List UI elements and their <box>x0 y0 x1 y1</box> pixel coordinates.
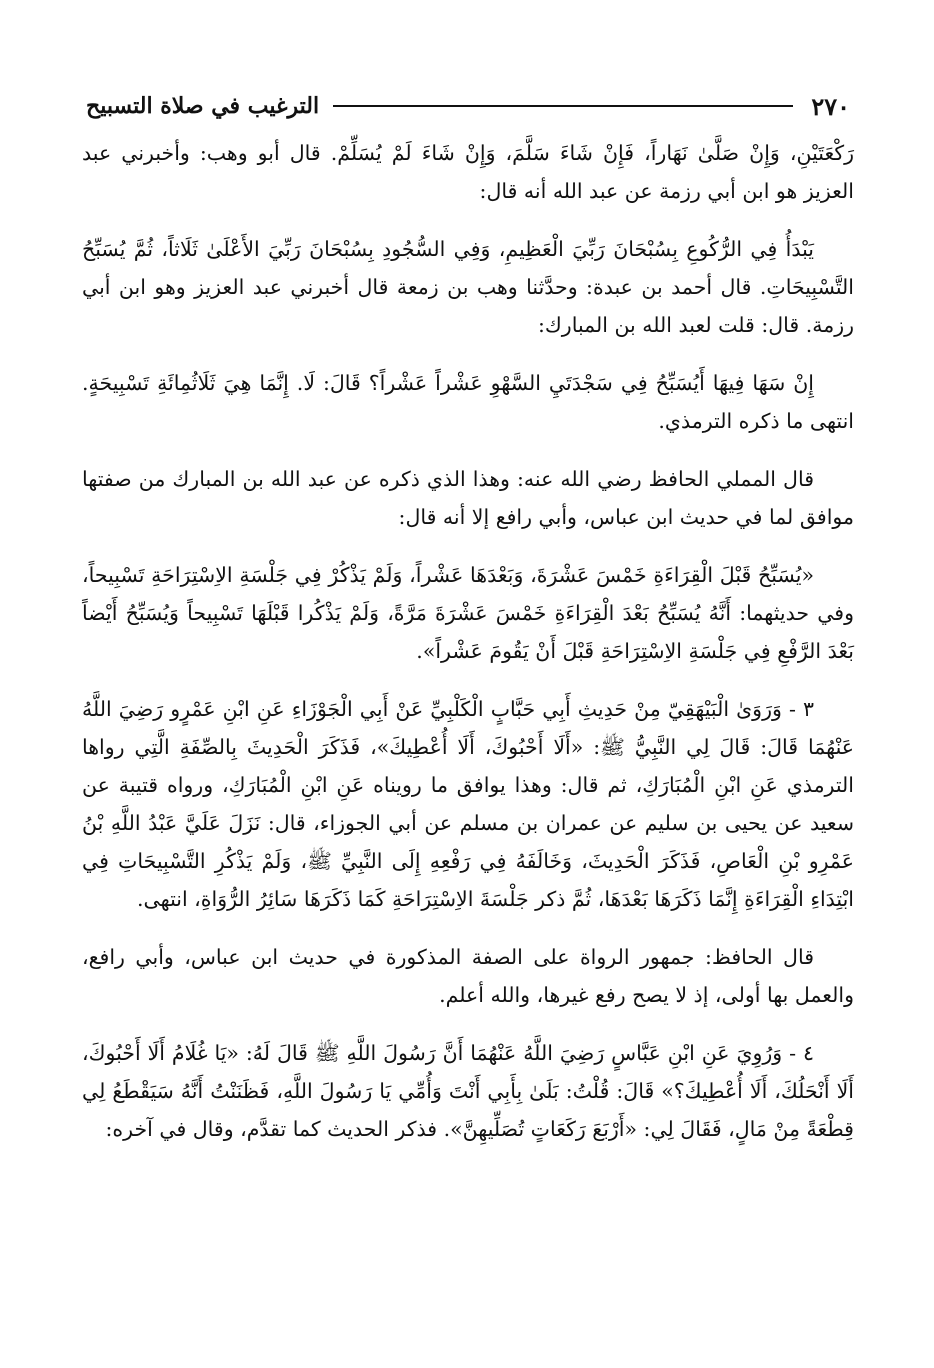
paragraph-7: قال الحافظ: جمهور الرواة على الصفة المذكورة في حديث ابن عباس، وأبي رافع، والعمل بها أولى، إذ لا يصح رفع غيرها، والله أعلم. <box>82 945 854 1007</box>
paragraph-2: يَبْدَأُ فِي الرُّكُوعِ بِسُبْحَانَ رَبِّيَ الْعَظِيمِ، وَفِي السُّجُودِ بِسُبْحَانَ رَبِّيَ الأَعْلَىٰ ثَلَاثاً، ثُمَّ يُسَبِّحُ التَّسْبِيحَاتِ. قال أحمد بن عبدة: وحدَّثنا وهب بن زمعة قال أخبرني عبد العزيز وهو ابن أبي رزمة. قال: قلت لعبد الله بن المبارك: <box>82 237 854 337</box>
page-header <box>86 86 850 126</box>
paragraph-8: ٤ - وَرُوِيَ عَنِ ابْنِ عَبَّاسٍ رَضِيَ اللَّهُ عَنْهُمَا أَنَّ رَسُولَ اللَّهِ ﷺ قَالَ لَهُ: «يَا غُلَامُ أَلَا أَحْبُوكَ، أَلَا أَنْحَلُكَ، أَلَا أُعْطِيكَ؟» قَالَ: قُلْتُ: بَلَىٰ بِأَبِي أَنْتَ وَأُمِّي يَا رَسُولَ اللَّهِ، فَظَنَنْتُ أَنَّهُ سَيَقْطَعُ لِي قِطْعَةً مِنْ مَالٍ، فَقَالَ لِي: «أَرْبَعَ رَكَعَاتٍ تُصَلِّيهِنَّ». فذكر الحديث كما تقدَّم، وقال في آخره: <box>82 1041 854 1141</box>
paragraph-5: «يُسَبِّحُ قَبْلَ الْقِرَاءَةِ خَمْسَ عَشْرَةَ، وَبَعْدَهَا عَشْراً، وَلَمْ يَذْكُرْ فِي جَلْسَةِ الاِسْتِرَاحَةِ تَسْبِيحاً، وفي حديثهما: أَنَّهُ يُسَبِّحُ بَعْدَ الْقِرَاءَةِ خَمْسَ عَشْرَةَ مَرَّةً، وَلَمْ يَذْكُرا قَبْلَهَا تَسْبِيحاً وَيُسَبِّحُ أَيْضاً بَعْدَ الرَّفْعِ فِي جَلْسَةِ الاِسْتِرَاحَةِ قَبْلَ أَنْ يَقُومَ عَشْراً». <box>82 563 854 663</box>
page-number: ٢٧٠ <box>811 91 850 121</box>
paragraph-6: ٣ - وَرَوَىٰ الْبَيْهَقِيّ مِنْ حَدِيثِ أَبِي حَبَّابٍ الْكَلْبِيِّ عَنْ أَبِي الْجَوْزَاءِ عَنِ ابْنِ عَمْرٍو رَضِيَ اللَّهُ عَنْهُمَا قَالَ: قَالَ لِي النَّبِيُّ ﷺ: «أَلَا أَحْبُوكَ، أَلَا أُعْطِيكَ»، فَذَكَرَ الْحَدِيثَ بِالصِّفَةِ الَّتِي رواها الترمذي عَنِ ابْنِ الْمُبَارَكِ، ثم قال: وهذا يوافق ما رويناه عَنِ ابْنِ الْمُبَارَكِ، ورواه قتيبة عن سعيد عن يحيى بن سليم عن عمران بن مسلم عن أبي الجوزاء، قال: نَزَلَ عَلَيَّ عَبْدُ اللَّهِ بْنُ عَمْرِو بْنِ الْعَاصِ، فَذَكَرَ الْحَدِيثَ، وَخَالَفَهُ فِي رَفْعِهِ إِلَى النَّبِيِّ ﷺ، وَلَمْ يَذْكُرِ التَّسْبِيحَاتِ فِي ابْتِدَاءِ الْقِرَاءَةِ إِنَّمَا ذَكَرَهَا بَعْدَهَا، ثُمَّ ذكر جَلْسَةَ الاِسْتِرَاحَةِ كَمَا ذَكَرَهَا سَائِرُ الرُّوَاةِ، انتهى. <box>82 697 854 911</box>
running-title: الترغيب في صلاة التسبيح <box>86 93 320 119</box>
paragraph-3: إِنْ سَهَا فِيهَا أَيُسَبِّحُ فِي سَجْدَتَيِ السَّهْوِ عَشْراً عَشْراً؟ قَالَ: لَا. إِنَّمَا هِيَ ثَلَاثُمِائَةِ تَسْبِيحَةٍ. انتهى ما ذكره الترمذي. <box>82 371 854 433</box>
paragraph-4: قال المملي الحافظ رضي الله عنه: وهذا الذي ذكره عن عبد الله بن المبارك من صفتها موافق لما في حديث ابن عباس، وأبي رافع إلا أنه قال: <box>82 467 854 529</box>
page-body <box>82 134 854 1148</box>
paragraph-1: رَكْعَتَيْنِ، وَإِنْ صَلَّىٰ نَهَاراً، فَإِنْ شَاءَ سَلَّمَ، وَإِنْ شَاءَ لَمْ يُسَلِّمْ. قال أبو وهب: وأخبرني عبد العزيز هو ابن أبي رزمة عن عبد الله أنه قال: <box>82 141 854 203</box>
header-rule <box>333 105 793 107</box>
